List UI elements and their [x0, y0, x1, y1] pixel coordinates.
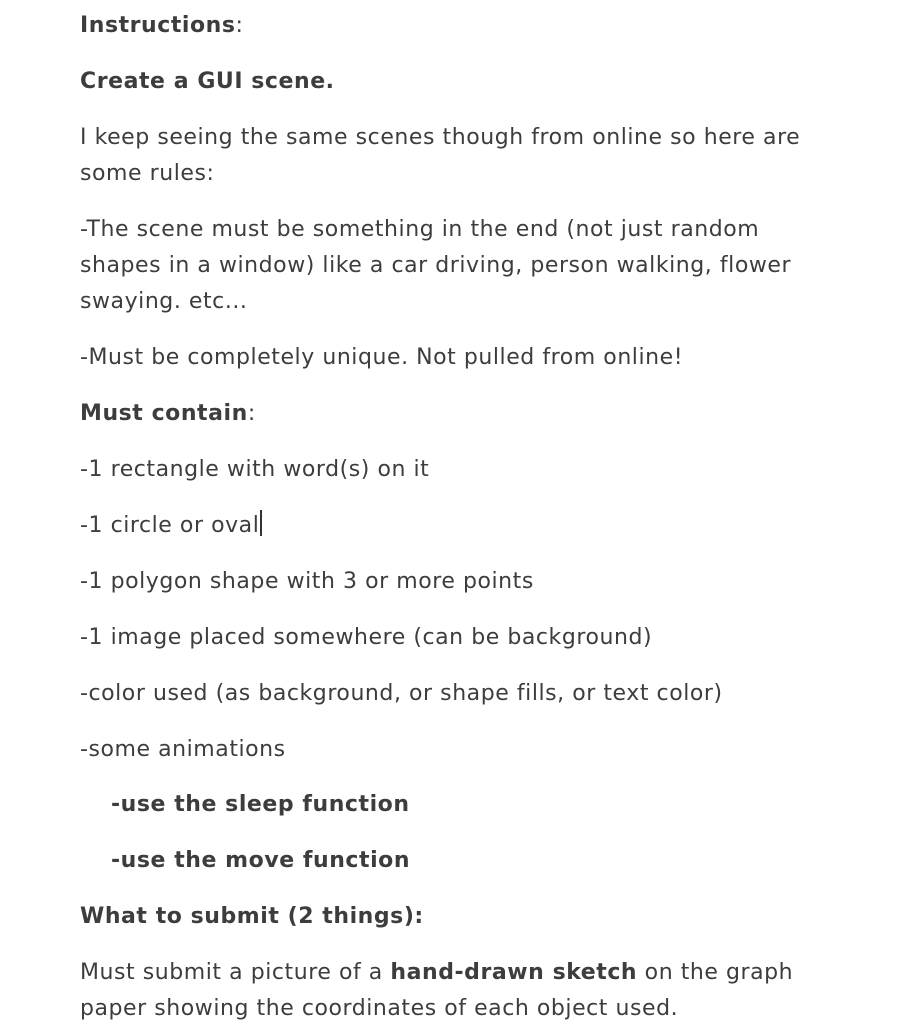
- intro-line-2: some rules:: [80, 161, 215, 186]
- rule-1-line-3: swaying. etc...: [80, 289, 248, 314]
- instructions-heading: [80, 8, 244, 44]
- submit-line-1: [80, 955, 793, 991]
- must-contain-colon: :: [247, 401, 256, 426]
- requirement-circle-line: [80, 508, 262, 544]
- submit-line-1-bold: hand-drawn sketch: [390, 960, 638, 985]
- rule-1-line-2: shapes in a window) like a car driving, person walking, flower: [80, 253, 792, 278]
- submit-line-1-start: Must submit a picture of a: [80, 960, 391, 985]
- text-cursor: [260, 510, 262, 536]
- requirement-color: -color used (as background, or shape fills, or text color): [80, 681, 723, 706]
- submit-line-1-end: on the graph: [637, 960, 794, 985]
- instructions-label: Instructions: [80, 13, 236, 38]
- submit-line-2: paper showing the coordinates of each object used.: [80, 996, 679, 1021]
- sub-requirement-move: -use the move function: [111, 848, 411, 873]
- requirement-rectangle: -1 rectangle with word(s) on it: [80, 457, 430, 482]
- sub-requirement-sleep: -use the sleep function: [111, 792, 410, 817]
- requirement-polygon: -1 polygon shape with 3 or more points: [80, 569, 534, 594]
- must-contain-heading: [80, 396, 256, 432]
- task-title: Create a GUI scene.: [80, 69, 335, 94]
- requirement-animations: -some animations: [80, 737, 286, 762]
- requirement-image: -1 image placed somewhere (can be background): [80, 625, 653, 650]
- must-contain-label: Must contain: [80, 401, 248, 426]
- intro-line-1: I keep seeing the same scenes though from online so here are: [80, 125, 801, 150]
- rule-1-line-1: -The scene must be something in the end (not just random: [80, 217, 760, 242]
- rule-2: -Must be completely unique. Not pulled from online!: [80, 345, 684, 370]
- requirement-circle: -1 circle or oval: [80, 513, 260, 538]
- instructions-colon: :: [235, 13, 244, 38]
- submit-heading: What to submit (2 things):: [80, 904, 424, 929]
